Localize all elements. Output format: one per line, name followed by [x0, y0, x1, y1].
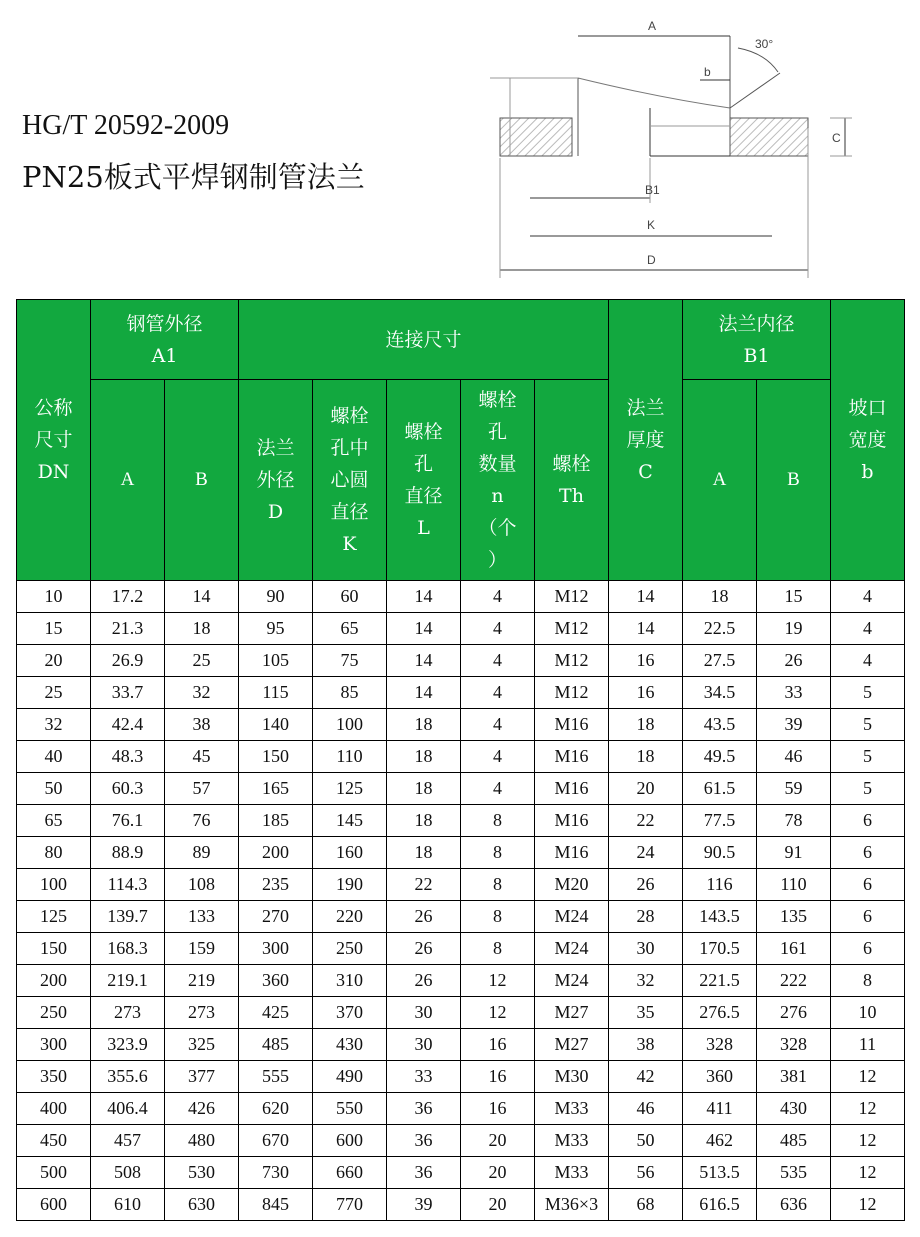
table-cell: 125	[313, 773, 387, 805]
table-cell: 18	[387, 709, 461, 741]
table-cell: 125	[17, 901, 91, 933]
table-cell: 18	[683, 581, 757, 613]
table-cell: 90.5	[683, 837, 757, 869]
header-flange-id: 法兰内径 B1	[683, 300, 831, 380]
header-bolt-hole-count: 螺栓 孔 数量 n （个 ）	[461, 380, 535, 581]
table-cell: M27	[535, 1029, 609, 1061]
table-cell: 170.5	[683, 933, 757, 965]
table-cell: 328	[683, 1029, 757, 1061]
table-cell: 4	[461, 613, 535, 645]
diagram-label-b: b	[704, 65, 711, 79]
table-cell: 40	[17, 741, 91, 773]
table-cell: 381	[757, 1061, 831, 1093]
table-cell: 273	[165, 997, 239, 1029]
header-a1-a: A	[91, 380, 165, 581]
table-cell: 20	[17, 645, 91, 677]
table-cell: 16	[461, 1061, 535, 1093]
diagram-label-b1: B1	[645, 183, 660, 197]
table-row	[17, 997, 905, 1029]
table-cell: 34.5	[683, 677, 757, 709]
table-cell: 490	[313, 1061, 387, 1093]
table-cell: 17.2	[91, 581, 165, 613]
table-cell: 143.5	[683, 901, 757, 933]
table-cell: 480	[165, 1125, 239, 1157]
table-cell: 32	[165, 677, 239, 709]
diagram-label-k: K	[647, 218, 656, 232]
table-cell: M27	[535, 997, 609, 1029]
table-cell: M16	[535, 837, 609, 869]
table-row	[17, 901, 905, 933]
table-cell: 219.1	[91, 965, 165, 997]
table-cell: 670	[239, 1125, 313, 1157]
table-cell: 95	[239, 613, 313, 645]
table-cell: 26	[387, 965, 461, 997]
table-cell: 100	[313, 709, 387, 741]
table-cell: 276.5	[683, 997, 757, 1029]
table-cell: 310	[313, 965, 387, 997]
table-cell: 276	[757, 997, 831, 1029]
table-cell: 18	[387, 741, 461, 773]
header-bolt-thread: 螺栓 Th	[535, 380, 609, 581]
table-cell: 85	[313, 677, 387, 709]
table-cell: 68	[609, 1189, 683, 1221]
table-cell: 110	[313, 741, 387, 773]
table-cell: 26	[387, 933, 461, 965]
table-cell: 110	[757, 869, 831, 901]
table-cell: 550	[313, 1093, 387, 1125]
table-cell: 35	[609, 997, 683, 1029]
table-cell: 15	[17, 613, 91, 645]
table-cell: 61.5	[683, 773, 757, 805]
table-cell: 535	[757, 1157, 831, 1189]
table-cell: 16	[461, 1029, 535, 1061]
table-cell: 5	[831, 709, 905, 741]
table-cell: 12	[461, 997, 535, 1029]
table-cell: 377	[165, 1061, 239, 1093]
table-cell: 4	[831, 645, 905, 677]
table-cell: M12	[535, 645, 609, 677]
table-cell: 48.3	[91, 741, 165, 773]
table-cell: 620	[239, 1093, 313, 1125]
table-cell: M12	[535, 613, 609, 645]
table-cell: M16	[535, 805, 609, 837]
table-cell: 50	[609, 1125, 683, 1157]
table-cell: 5	[831, 741, 905, 773]
table-cell: 450	[17, 1125, 91, 1157]
table-cell: 36	[387, 1125, 461, 1157]
table-cell: M30	[535, 1061, 609, 1093]
table-cell: M36×3	[535, 1189, 609, 1221]
table-cell: 457	[91, 1125, 165, 1157]
table-cell: 88.9	[91, 837, 165, 869]
table-row	[17, 1157, 905, 1189]
table-cell: 60.3	[91, 773, 165, 805]
table-body	[17, 581, 905, 1221]
table-row	[17, 677, 905, 709]
table-cell: 57	[165, 773, 239, 805]
header-flange-thickness: 法兰 厚度 C	[609, 300, 683, 581]
header-dn: 公称 尺寸 DN	[17, 300, 91, 581]
table-cell: 22.5	[683, 613, 757, 645]
table-cell: 100	[17, 869, 91, 901]
table-cell: 20	[461, 1125, 535, 1157]
table-cell: 4	[831, 581, 905, 613]
table-cell: 16	[461, 1093, 535, 1125]
table-cell: 80	[17, 837, 91, 869]
table-cell: 5	[831, 677, 905, 709]
table-cell: M33	[535, 1093, 609, 1125]
table-cell: 32	[609, 965, 683, 997]
table-cell: 150	[17, 933, 91, 965]
table-cell: 24	[609, 837, 683, 869]
table-cell: 145	[313, 805, 387, 837]
table-cell: 426	[165, 1093, 239, 1125]
table-cell: 8	[461, 933, 535, 965]
table-cell: 8	[461, 869, 535, 901]
document-title: PN25板式平焊钢制管法兰	[22, 160, 365, 194]
table-row	[17, 805, 905, 837]
table-cell: 221.5	[683, 965, 757, 997]
table-cell: 730	[239, 1157, 313, 1189]
table-cell: 56	[609, 1157, 683, 1189]
table-cell: 43.5	[683, 709, 757, 741]
table-cell: 370	[313, 997, 387, 1029]
table-row	[17, 581, 905, 613]
table-cell: 139.7	[91, 901, 165, 933]
table-cell: 8	[461, 901, 535, 933]
table-cell: 20	[609, 773, 683, 805]
table-cell: 270	[239, 901, 313, 933]
table-cell: 273	[91, 997, 165, 1029]
table-cell: 76.1	[91, 805, 165, 837]
table-cell: 323.9	[91, 1029, 165, 1061]
table-cell: 91	[757, 837, 831, 869]
table-cell: 250	[313, 933, 387, 965]
table-cell: 21.3	[91, 613, 165, 645]
table-cell: 18	[387, 805, 461, 837]
table-cell: 845	[239, 1189, 313, 1221]
table-cell: 45	[165, 741, 239, 773]
table-cell: 42	[609, 1061, 683, 1093]
table-cell: 20	[461, 1157, 535, 1189]
table-cell: 16	[609, 645, 683, 677]
table-cell: 219	[165, 965, 239, 997]
table-cell: 4	[461, 741, 535, 773]
table-cell: 14	[609, 581, 683, 613]
table-cell: 14	[387, 581, 461, 613]
flange-diagram	[460, 8, 860, 283]
table-cell: 530	[165, 1157, 239, 1189]
table-cell: 26	[757, 645, 831, 677]
table-cell: 250	[17, 997, 91, 1029]
table-cell: 18	[387, 837, 461, 869]
table-cell: M12	[535, 677, 609, 709]
table-cell: 185	[239, 805, 313, 837]
table-row	[17, 1093, 905, 1125]
table-cell: M24	[535, 933, 609, 965]
table-cell: 18	[387, 773, 461, 805]
table-cell: 636	[757, 1189, 831, 1221]
table-cell: M20	[535, 869, 609, 901]
table-cell: 39	[757, 709, 831, 741]
table-cell: 12	[831, 1093, 905, 1125]
table-cell: 10	[17, 581, 91, 613]
table-cell: 133	[165, 901, 239, 933]
table-cell: 400	[17, 1093, 91, 1125]
table-cell: M33	[535, 1157, 609, 1189]
table-cell: 425	[239, 997, 313, 1029]
table-row	[17, 869, 905, 901]
table-cell: 4	[461, 709, 535, 741]
table-cell: 8	[461, 837, 535, 869]
table-cell: 46	[609, 1093, 683, 1125]
table-cell: 235	[239, 869, 313, 901]
diagram-label-c: C	[832, 131, 841, 145]
table-cell: 660	[313, 1157, 387, 1189]
table-cell: 18	[609, 709, 683, 741]
table-cell: 328	[757, 1029, 831, 1061]
table-cell: 60	[313, 581, 387, 613]
table-row	[17, 645, 905, 677]
table-cell: 65	[313, 613, 387, 645]
table-cell: 200	[239, 837, 313, 869]
table-row	[17, 709, 905, 741]
table-cell: 600	[17, 1189, 91, 1221]
table-cell: 38	[165, 709, 239, 741]
table-cell: 220	[313, 901, 387, 933]
table-cell: 18	[609, 741, 683, 773]
table-cell: 38	[609, 1029, 683, 1061]
table-cell: M33	[535, 1125, 609, 1157]
table-cell: 222	[757, 965, 831, 997]
table-cell: M16	[535, 741, 609, 773]
table-cell: 168.3	[91, 933, 165, 965]
table-cell: 430	[313, 1029, 387, 1061]
table-row	[17, 837, 905, 869]
table-cell: 6	[831, 933, 905, 965]
table-cell: 6	[831, 901, 905, 933]
table-cell: 4	[831, 613, 905, 645]
table-cell: 25	[165, 645, 239, 677]
table-cell: 150	[239, 741, 313, 773]
table-cell: 15	[757, 581, 831, 613]
table-cell: 430	[757, 1093, 831, 1125]
header-flange-od: 法兰 外径 D	[239, 380, 313, 581]
table-cell: 26	[387, 901, 461, 933]
standard-number: HG/T 20592-2009	[22, 110, 230, 141]
table-cell: 610	[91, 1189, 165, 1221]
table-cell: 39	[387, 1189, 461, 1221]
header-b1-b: B	[757, 380, 831, 581]
diagram-label-d: D	[647, 253, 656, 267]
table-cell: 76	[165, 805, 239, 837]
table-cell: 770	[313, 1189, 387, 1221]
table-cell: 350	[17, 1061, 91, 1093]
table-cell: 355.6	[91, 1061, 165, 1093]
table-cell: 485	[239, 1029, 313, 1061]
table-cell: M24	[535, 901, 609, 933]
table-cell: 8	[461, 805, 535, 837]
table-cell: 30	[387, 997, 461, 1029]
table-cell: 500	[17, 1157, 91, 1189]
table-row	[17, 773, 905, 805]
table-cell: 28	[609, 901, 683, 933]
table-cell: M16	[535, 773, 609, 805]
table-cell: 12	[831, 1125, 905, 1157]
diagram-label-angle: 30°	[755, 37, 774, 51]
header-connection-dimensions: 连接尺寸	[239, 300, 609, 380]
table-cell: 30	[609, 933, 683, 965]
table-cell: 135	[757, 901, 831, 933]
table-cell: 462	[683, 1125, 757, 1157]
flange-dimensions-table	[16, 299, 905, 1221]
table-cell: 27.5	[683, 645, 757, 677]
header-pipe-od: 钢管外径 A1	[91, 300, 239, 380]
table-cell: 16	[609, 677, 683, 709]
table-cell: 6	[831, 869, 905, 901]
table-cell: 325	[165, 1029, 239, 1061]
table-cell: 555	[239, 1061, 313, 1093]
table-cell: 5	[831, 773, 905, 805]
header-bolt-hole-diameter: 螺栓 孔 直径 L	[387, 380, 461, 581]
table-cell: 14	[387, 645, 461, 677]
table-cell: 300	[239, 933, 313, 965]
table-cell: 26.9	[91, 645, 165, 677]
table-cell: 6	[831, 805, 905, 837]
table-cell: 14	[387, 677, 461, 709]
table-cell: 14	[387, 613, 461, 645]
table-cell: 513.5	[683, 1157, 757, 1189]
table-cell: 411	[683, 1093, 757, 1125]
table-cell: 165	[239, 773, 313, 805]
table-cell: 300	[17, 1029, 91, 1061]
table-cell: M16	[535, 709, 609, 741]
table-cell: 65	[17, 805, 91, 837]
table-cell: 6	[831, 837, 905, 869]
table-cell: 22	[387, 869, 461, 901]
header-a1-b: B	[165, 380, 239, 581]
table-cell: 46	[757, 741, 831, 773]
table-cell: 4	[461, 581, 535, 613]
table-cell: 406.4	[91, 1093, 165, 1125]
table-cell: 22	[609, 805, 683, 837]
table-cell: 116	[683, 869, 757, 901]
table-cell: 4	[461, 645, 535, 677]
table-cell: 108	[165, 869, 239, 901]
table-cell: 200	[17, 965, 91, 997]
table-cell: 42.4	[91, 709, 165, 741]
table-cell: 26	[609, 869, 683, 901]
table-cell: 508	[91, 1157, 165, 1189]
table-cell: 10	[831, 997, 905, 1029]
table-cell: 8	[831, 965, 905, 997]
table-cell: 485	[757, 1125, 831, 1157]
table-cell: 36	[387, 1157, 461, 1189]
table-cell: 36	[387, 1093, 461, 1125]
table-cell: 12	[461, 965, 535, 997]
table-cell: 4	[461, 773, 535, 805]
table-cell: 30	[387, 1029, 461, 1061]
header-b1-a: A	[683, 380, 757, 581]
table-cell: 14	[609, 613, 683, 645]
table-cell: 12	[831, 1189, 905, 1221]
table-cell: 11	[831, 1029, 905, 1061]
table-cell: M24	[535, 965, 609, 997]
table-row	[17, 1061, 905, 1093]
table-row	[17, 933, 905, 965]
table-cell: 115	[239, 677, 313, 709]
table-cell: 12	[831, 1157, 905, 1189]
table-cell: 14	[165, 581, 239, 613]
table-cell: 140	[239, 709, 313, 741]
table-cell: 190	[313, 869, 387, 901]
table-cell: 33.7	[91, 677, 165, 709]
table-cell: 105	[239, 645, 313, 677]
table-cell: 20	[461, 1189, 535, 1221]
table-cell: 12	[831, 1061, 905, 1093]
table-cell: 159	[165, 933, 239, 965]
table-cell: 59	[757, 773, 831, 805]
table-cell: 4	[461, 677, 535, 709]
table-cell: 114.3	[91, 869, 165, 901]
table-cell: 77.5	[683, 805, 757, 837]
table-cell: 630	[165, 1189, 239, 1221]
header-bolt-circle: 螺栓 孔中 心圆 直径 K	[313, 380, 387, 581]
table-cell: 49.5	[683, 741, 757, 773]
table-row	[17, 1125, 905, 1157]
table-cell: 600	[313, 1125, 387, 1157]
table-cell: 75	[313, 645, 387, 677]
table-row	[17, 1029, 905, 1061]
table-cell: 33	[757, 677, 831, 709]
table-cell: 33	[387, 1061, 461, 1093]
table-row	[17, 965, 905, 997]
table-cell: 90	[239, 581, 313, 613]
table-row	[17, 1189, 905, 1221]
table-cell: 89	[165, 837, 239, 869]
table-cell: 32	[17, 709, 91, 741]
table-row	[17, 613, 905, 645]
header-bevel-width: 坡口 宽度 b	[831, 300, 905, 581]
table-cell: 25	[17, 677, 91, 709]
table-cell: 18	[165, 613, 239, 645]
table-cell: M12	[535, 581, 609, 613]
table-cell: 160	[313, 837, 387, 869]
table-cell: 360	[683, 1061, 757, 1093]
table-cell: 161	[757, 933, 831, 965]
table-cell: 360	[239, 965, 313, 997]
table-row	[17, 741, 905, 773]
diagram-label-a: A	[648, 19, 657, 33]
table-cell: 78	[757, 805, 831, 837]
table-cell: 19	[757, 613, 831, 645]
table-cell: 616.5	[683, 1189, 757, 1221]
table-cell: 50	[17, 773, 91, 805]
